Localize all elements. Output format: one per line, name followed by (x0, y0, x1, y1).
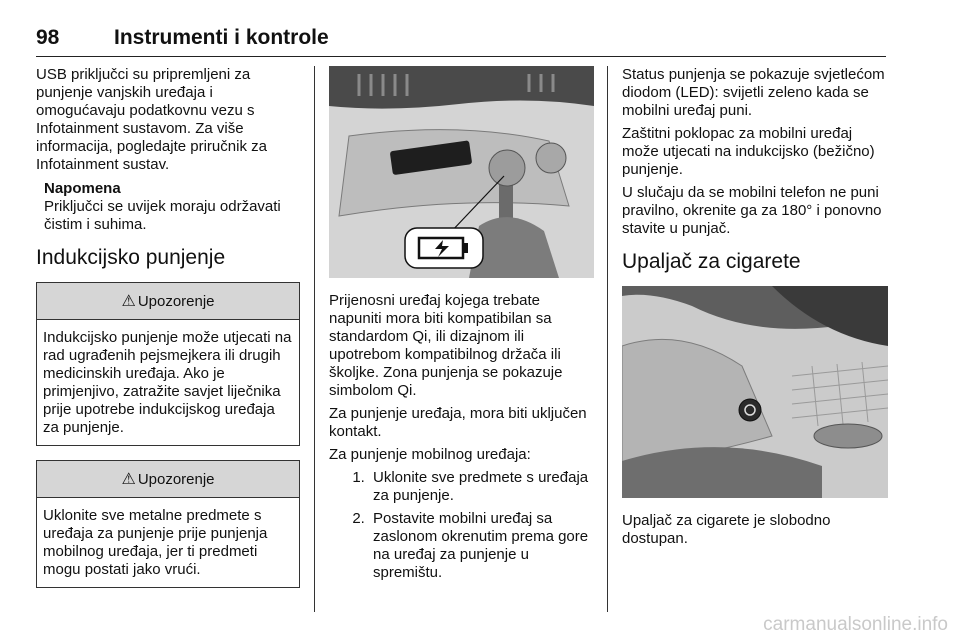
warning-text: Indukcijsko punjenje može utjecati na rad ugrađenih pejsmejkera ili drugih medicinskih uređaja. Ako je primjenjivo, zatražite savjet liječnika prije upotrebe indukcijskog uređaja za punjenje. (43, 329, 292, 436)
column-right (622, 66, 888, 553)
note-block (44, 180, 300, 234)
paragraph-steps-intro: Za punjenje mobilnog uređaja: (329, 446, 531, 463)
note-text: Priključci se uvijek moraju održavati čistim i suhima. (44, 198, 281, 233)
warning-header (37, 461, 299, 498)
paragraph-lighter-available: Upaljač za cigarete je slobodno dostupan. (622, 512, 831, 547)
page-header (36, 20, 886, 50)
paragraph-led-status: Status punjenja se pokazuje svjetlećom diodom (LED): svijetli zeleno kada se mobilni uređaj puni. (622, 66, 885, 119)
column-divider-2 (607, 66, 608, 612)
section-heading-cigarette-lighter: Upaljač za cigarete (622, 250, 801, 273)
note-title: Napomena (44, 180, 121, 197)
figure-inductive-charger (329, 66, 594, 278)
paragraph-rotate-phone: U slučaju da se mobilni telefon ne puni pravilno, okrenite ga za 180° i ponovno stavite u punjač. (622, 184, 882, 237)
watermark-text: carmanualsonline.info (763, 614, 948, 635)
page-number: 98 (36, 26, 60, 49)
column-middle (329, 66, 594, 587)
list-item: 2. Postavite mobilni uređaj sa zaslonom okrenutim prema gore na uređaj za punjenje u spremištu. (369, 510, 594, 582)
figure-cigarette-lighter (622, 286, 888, 498)
chapter-title: Instrumenti i kontrole (114, 26, 329, 49)
paragraph-ignition: Za punjenje uređaja, mora biti uključen kontakt. (329, 405, 587, 440)
section-heading-inductive-charging: Indukcijsko punjenje (36, 246, 226, 269)
usb-intro-text: USB priključci su pripremljeni za punjenje vanjskih uređaja i omogućavaju podatkovnu vezu s Infotainment sustavom. Za više informacija, pogledajte priručnik za Infotainment sustav. (36, 66, 267, 173)
warning-triangle-icon: ⚠ (121, 293, 136, 310)
column-divider-1 (314, 66, 315, 612)
paragraph-qi-standard: Prijenosni uređaj kojega trebate napuniti mora biti kompatibilan sa standardom Qi, ili dizajnom ili upotrebom kompatibilnog držača ili školjke. Zona punjenja se pokazuje simbolom Qi. (329, 292, 563, 399)
warning-box-pacemaker (36, 282, 300, 446)
warning-header (37, 283, 299, 320)
warning-text: Uklonite sve metalne predmete s uređaja za punjenje prije punjenja mobilnog uređaja, jer ti predmeti mogu postati jako vrući. (43, 507, 268, 578)
list-item: 1. Uklonite sve predmete s uređaja za punjenje. (369, 469, 594, 505)
column-left (36, 66, 300, 602)
header-divider (36, 56, 886, 57)
paragraph-protective-cover: Zaštitni poklopac za mobilni uređaj može utjecati na indukcijsko (bežično) punjenje. (622, 125, 875, 178)
lighter-illustration (622, 286, 888, 498)
warning-title: Upozorenje (137, 470, 215, 488)
warning-title: Upozorenje (137, 292, 215, 310)
warning-triangle-icon: ⚠ (121, 471, 136, 488)
charger-illustration (329, 66, 594, 278)
warning-box-metal-objects (36, 460, 300, 588)
charging-steps-list (329, 469, 594, 582)
